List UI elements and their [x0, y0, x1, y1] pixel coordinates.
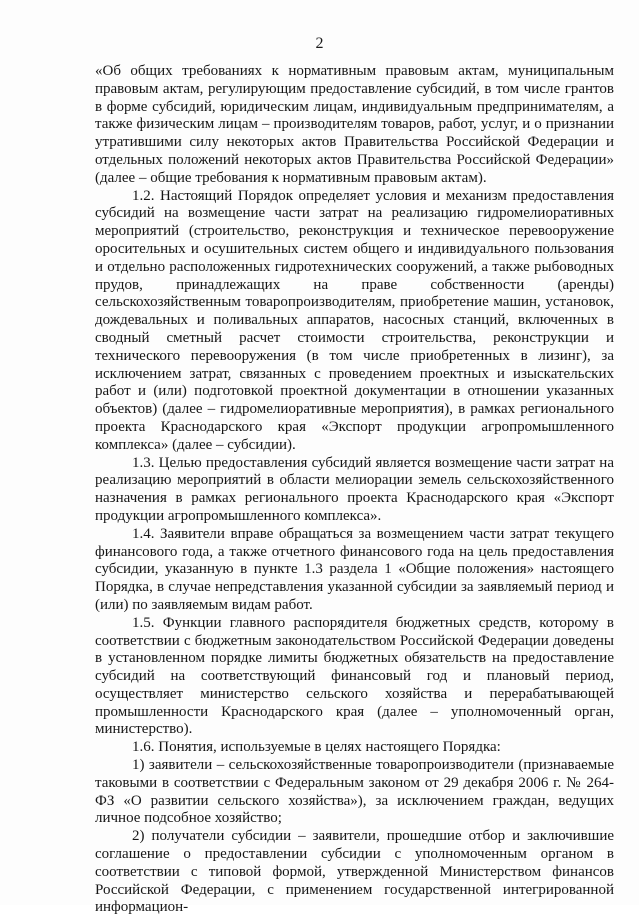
page-number: 2	[315, 35, 324, 52]
paragraph-1-2: 1.2. Настоящий Порядок определяет условия и механизм предоставления субсидий на возмещение части затрат на реализацию гидромелиоративных мероприятий (строительство, реконструкция и техническое перевооружение оросительных и осушительных систем общего и индивидуального пользования и отдельно расположенных гидротехнических сооружений, а также рыбоводных прудов, принадлежащих на праве собственности (аренды) сельскохозяйственным товаропроизводителям, приобретение машин, установок, дождевальных и поливальных аппаратов, насосных станций, включенных в сводный сметный расчет стоимости строительства, реконструкции и технического перевооружения (в том числе приобретенных в лизинг), за исключением затрат, связанных с проведением проектных и изыскательских работ и (или) подготовкой проектной документации в отношении указанных объектов) (далее – гидромелиоративные мероприятия), в рамках регионального проекта Краснодарского края «Экспорт продукции агропромышленного комплекса» (далее – субсидии).	[95, 187, 614, 453]
paragraph-continuation: «Об общих требованиях к нормативным правовым актам, муниципальным правовым актам, регулирующим предоставление субсидий, в том числе грантов в форме субсидий, юридическим лицам, индивидуальным предпринимателям, а также физическим лицам – производителям товаров, работ, услуг, и о признании утратившими силу некоторых актов Правительства Российской Федерации и отдельных положений некоторых актов Правительства Российской Федерации» (далее – общие требования к нормативным правовым актам).	[95, 63, 614, 186]
paragraph-1-6: 1.6. Понятия, используемые в целях настоящего Порядка:	[132, 739, 501, 756]
definition-item-1: 1) заявители – сельскохозяйственные товаропроизводители (признаваемые таковыми в соответствии с Федеральным законом от 29 декабря 2006 г. № 264-ФЗ «О развитии сельского хозяйства»), за исключением граждан, ведущих личное подсобное хозяйство;	[95, 757, 614, 827]
paragraph-1-4: 1.4. Заявители вправе обращаться за возмещением части затрат текущего финансового года, а также отчетного финансового года на цель предоставления субсидии, указанную в пункте 1.3 раздела 1 «Общие положения» настоящего Порядка, в случае непредставления указанной субсидии за заявляемый период и (или) по заявляемым видам работ.	[95, 525, 614, 613]
paragraph-1-3: 1.3. Целью предоставления субсидий является возмещение части затрат на реализацию мероприятий в области мелиорации земель сельскохозяйственного назначения в рамках регионального проекта Краснодарского края «Экспорт продукции агропромышленного комплекса».	[95, 454, 614, 524]
definition-item-2: 2) получатели субсидии – заявители, прошедшие отбор и заключившие соглашение о предоставлении субсидии с уполномоченным органом в соответствии с типовой формой, утвержденной Министерством финансов Российской Федерации, с применением государственной интегрированной информацион-	[95, 828, 614, 916]
document-body	[95, 63, 614, 917]
paragraph-1-5: 1.5. Функции главного распорядителя бюджетных средств, которому в соответствии с бюджетным законодательством Российской Федерации доведены в установленном порядке лимиты бюджетных обязательств на предоставление субсидий на соответствующий финансовый год и плановый период, осуществляет министерство сельского хозяйства и перерабатывающей промышленности Краснодарского края (далее – уполномоченный орган, министерство).	[95, 614, 614, 738]
